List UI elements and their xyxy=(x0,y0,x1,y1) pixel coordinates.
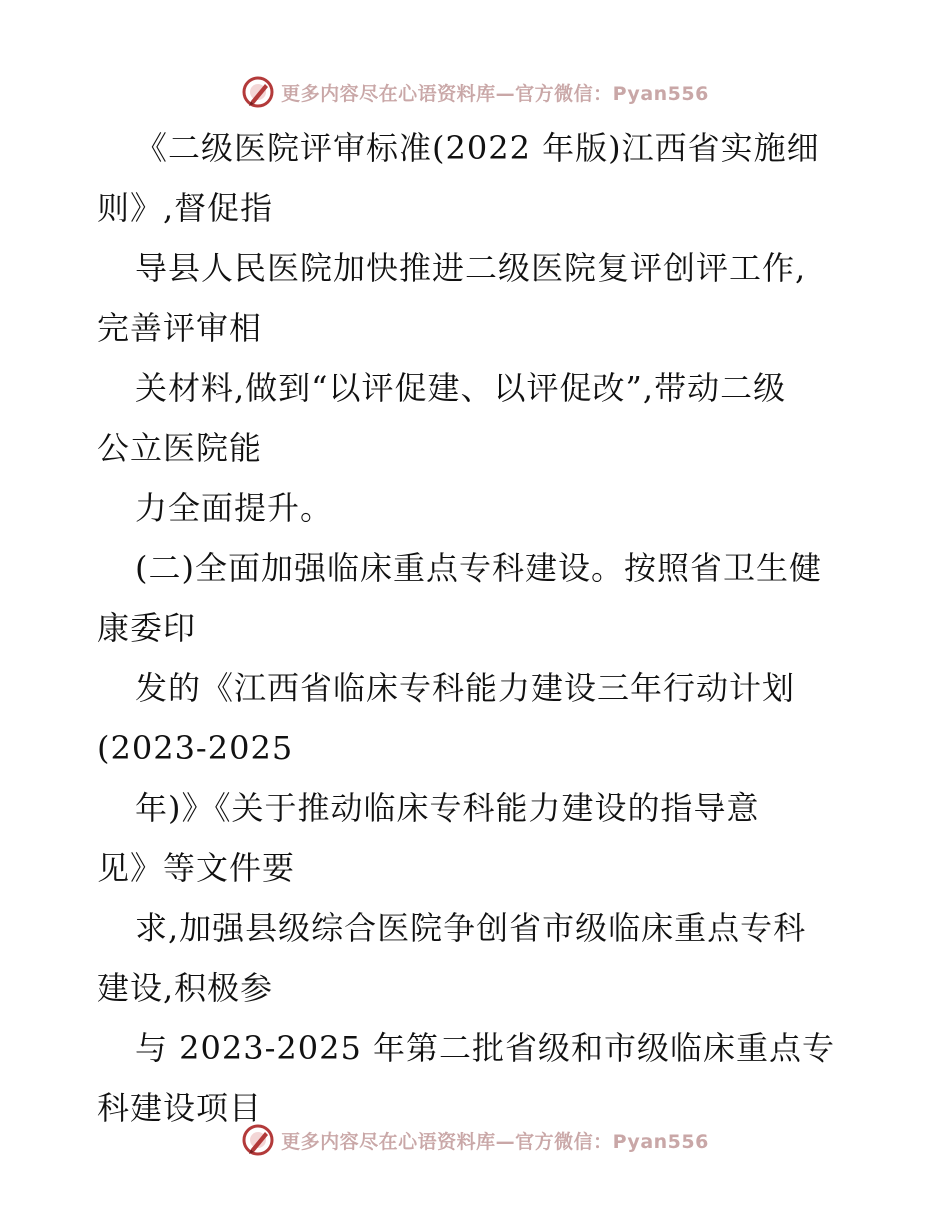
header-banner xyxy=(0,72,950,112)
body-line: 见》等文件要 xyxy=(97,849,296,887)
body-line: (2023-2025 xyxy=(97,729,294,767)
body-line: 力全面提升。 xyxy=(135,489,334,527)
body-line: 年)》《关于推动临床专科能力建设的指导意 xyxy=(135,789,760,827)
body-line: 求,加强县级综合医院争创省市级临床重点专科 xyxy=(135,909,807,947)
pen-seal-icon xyxy=(241,75,275,109)
pen-seal-icon xyxy=(241,1123,275,1157)
body-line: 康委印 xyxy=(97,609,197,647)
footer-banner-text: 更多内容尽在心语资料库—官方微信：Pyan556 xyxy=(281,1130,709,1153)
body-line: 完善评审相 xyxy=(97,309,263,347)
header-banner-text: 更多内容尽在心语资料库—官方微信：Pyan556 xyxy=(281,82,709,105)
body-line: 与 2023-2025 年第二批省级和市级临床重点专 xyxy=(135,1029,836,1067)
footer-banner xyxy=(0,1120,950,1160)
body-line: 公立医院能 xyxy=(97,429,263,467)
body-line: 建设,积极参 xyxy=(97,969,274,1007)
document-body xyxy=(97,118,857,1138)
body-line: 关材料,做到“以评促建、以评促改”,带动二级 xyxy=(135,369,787,407)
body-line: 导县人民医院加快推进二级医院复评创评工作, xyxy=(135,249,807,287)
body-line: 则》,督促指 xyxy=(97,189,274,227)
body-line: (二)全面加强临床重点专科建设。按照省卫生健 xyxy=(135,549,822,587)
body-line: 《二级医院评审标准(2022 年版)江西省实施细 xyxy=(135,129,820,167)
body-line: 发的《江西省临床专科能力建设三年行动计划 xyxy=(135,669,796,707)
body-line: 科建设项目 xyxy=(97,1089,263,1127)
